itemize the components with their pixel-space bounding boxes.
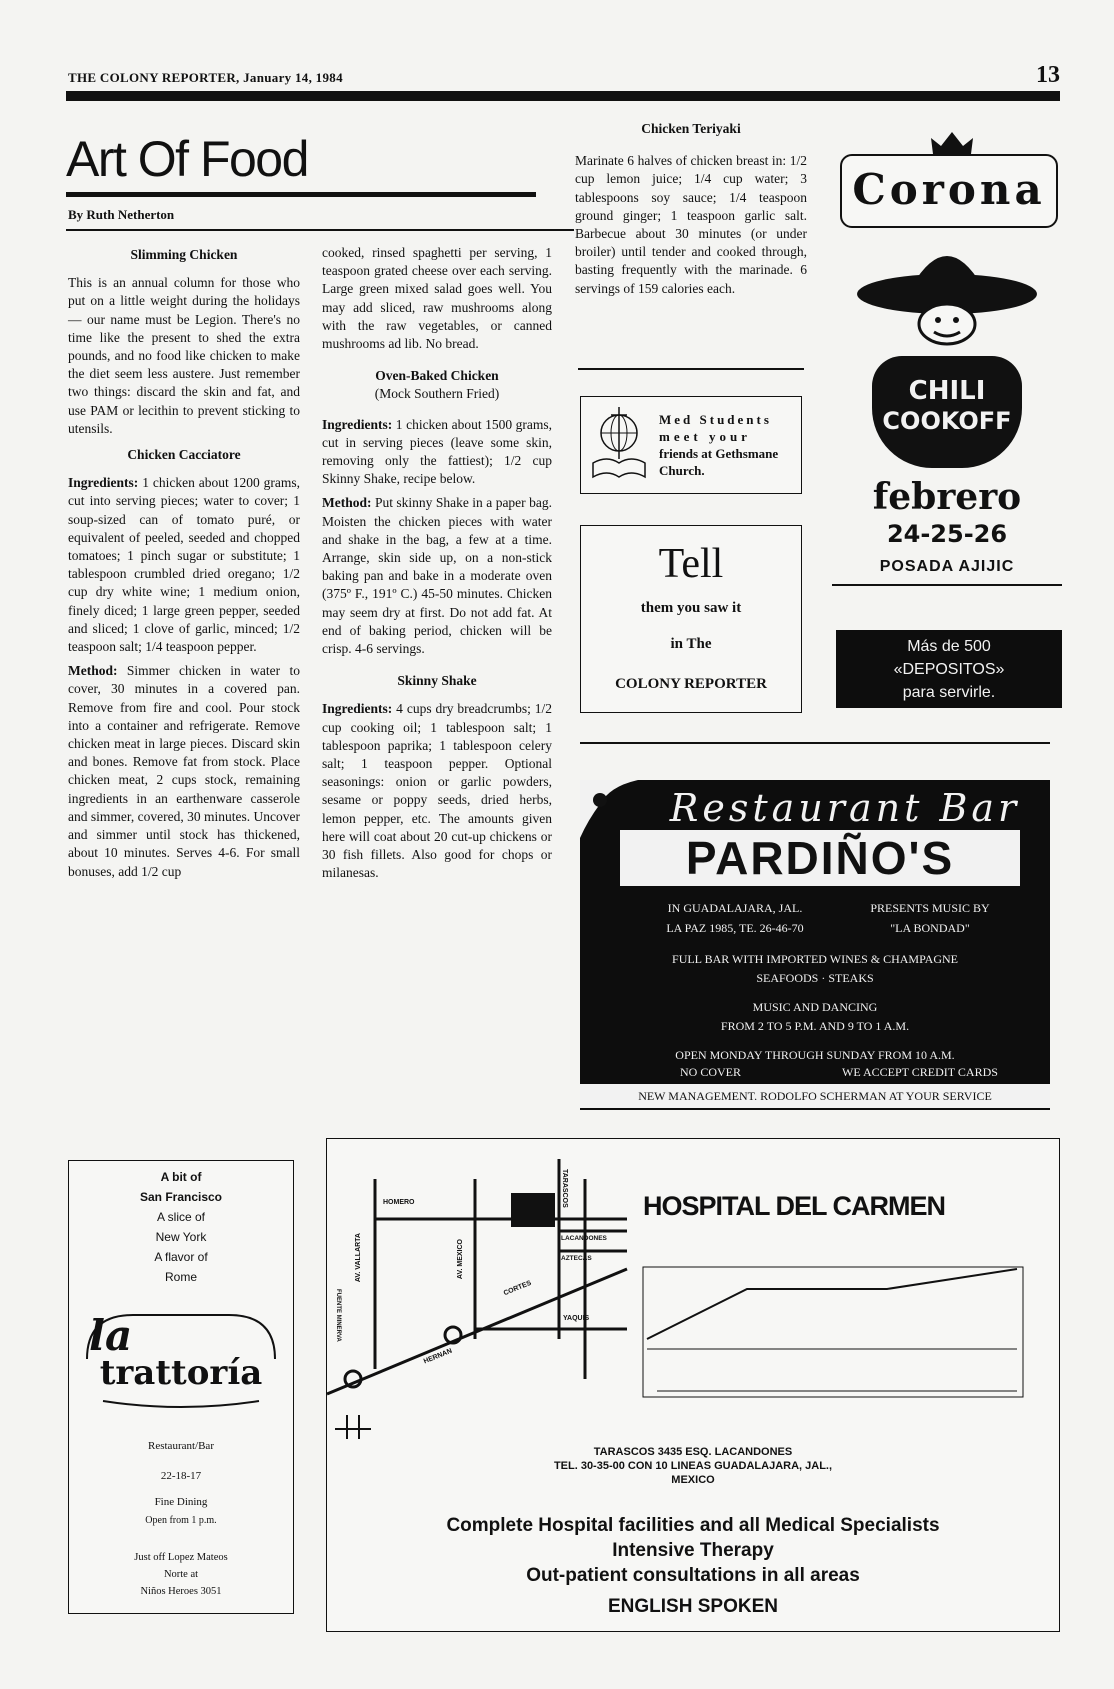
skinny-shake-ingredients xyxy=(322,700,552,882)
tell-ad xyxy=(580,525,802,713)
slogan-line-5: A flavor of xyxy=(154,1250,208,1264)
pardinos-ad xyxy=(580,780,1050,1110)
address-line-3: Niños Heroes 3051 xyxy=(140,1586,222,1597)
map-label-homero: HOMERO xyxy=(383,1199,415,1206)
masthead-rule xyxy=(66,91,1060,101)
map-label-tarascos: TARASCOS xyxy=(561,1169,568,1208)
bible-globe-icon xyxy=(587,403,651,483)
restaurant-bar-script: Restaurant Bar xyxy=(669,786,1021,830)
byline: By Ruth Netherton xyxy=(68,207,175,222)
pardinos-dancing xyxy=(580,998,1050,1036)
pardinos-management: NEW MANAGEMENT. RODOLFO SCHERMAN AT YOUR SERVICE xyxy=(580,1084,1050,1108)
tell-line-3: COLONY REPORTER xyxy=(615,676,767,692)
tell-line-1: them you saw it xyxy=(640,600,742,616)
hospital-services-line-1: Complete Hospital facilities and all Medical Specialists xyxy=(446,1515,940,1536)
slogan-line-3: A slice of xyxy=(156,1210,206,1224)
address-line-1: Just off Lopez Mateos xyxy=(134,1552,228,1563)
teriyaki-heading: Chicken Teriyaki xyxy=(641,121,741,136)
cacciatore-continued: cooked, rinsed spaghetti per serving, 1 teaspoon grated cheese over each serving. Large green mixed salad goes well. You may add sliced, raw mushrooms along with the raw vegetables, or canned mushrooms ad lib. No bread. xyxy=(322,245,552,352)
chili-word: CHILI xyxy=(908,376,986,406)
hospital-address xyxy=(327,1445,1059,1487)
dance-line-1: MUSIC AND DANCING xyxy=(752,1000,878,1014)
map-label-aztecas: AZTECAS xyxy=(561,1255,592,1262)
promo-line-3: para servirle. xyxy=(902,684,996,701)
hospital-address-line-2: TEL. 30-35-00 CON 10 LINEAS GUADALAJARA, JAL., xyxy=(553,1460,833,1472)
pardinos-no-cover: NO COVER xyxy=(680,1065,742,1079)
byline-rule xyxy=(66,229,574,231)
ingredients-label: Ingredients: xyxy=(322,701,393,717)
hospital-location-map xyxy=(327,1139,1059,1439)
teriyaki-rule xyxy=(578,368,804,370)
slogan-line-1: A bit of xyxy=(160,1170,202,1184)
hospital-services-line-2: Intensive Therapy xyxy=(612,1540,774,1561)
cacciatore-method xyxy=(68,662,300,880)
pardinos-name: PARDIÑO'S xyxy=(620,830,1020,886)
teriyaki-text: Marinate 6 halves of chicken breast in: 1/2 cup lemon juice; 1/4 cup water; 3 tablespoons soy sauce; 1/4 teaspoon ground ginger; 1 teaspoon garlic salt. Barbecue about 30 minutes (or under broiler) until tender and cooked through, basting frequently with the marinade. 6 servings of 159 calories each. xyxy=(575,153,807,296)
pardinos-credit-cards: WE ACCEPT CREDIT CARDS xyxy=(842,1065,998,1079)
pardinos-hours: OPEN MONDAY THROUGH SUNDAY FROM 10 A.M. xyxy=(675,1048,955,1062)
corona-label xyxy=(840,154,1058,228)
map-label-minerva: FUENTE MINERVA xyxy=(335,1289,341,1342)
column-title: Art Of Food xyxy=(66,131,308,187)
venue-rule xyxy=(832,584,1062,586)
dance-line-2: FROM 2 TO 5 P.M. AND 9 TO 1 A.M. xyxy=(720,1019,910,1033)
hospital-address-line-1: TARASCOS 3435 ESQ. LACANDONES xyxy=(593,1446,793,1458)
slogan-line-4: New York xyxy=(155,1230,207,1244)
masthead-title: THE COLONY REPORTER, January 14, 1984 xyxy=(68,70,343,85)
location-line-2: LA PAZ 1985, TE. 26-46-70 xyxy=(666,921,804,935)
hospital-services-line-3: Out-patient consultations in all areas xyxy=(526,1565,860,1586)
page-number: 13 xyxy=(1036,62,1060,88)
promo-line-2: «DEPOSITOS» xyxy=(893,661,1005,678)
trattoria-ad xyxy=(68,1160,294,1614)
cookoff-word: COOKOFF xyxy=(882,407,1012,435)
tell-big-word: Tell xyxy=(658,541,724,587)
music-line-2: "LA BONDAD" xyxy=(890,921,970,935)
slogan-line-6: Rome xyxy=(164,1270,197,1284)
oven-baked-heading: Oven-Baked Chicken xyxy=(375,368,499,384)
trattoria-brand-name: trattoría xyxy=(99,1353,263,1393)
slimming-text: This is an annual column for those who put on a little weight during the holidays — our name must be Legion. There's no time like the present to shed the extra pounds, and no food like chicken to make the diet seem less austere. Just remember two things: discard the skin and fat, and use PAM or lecithin to prevent sticking to utensils. xyxy=(68,275,300,436)
address-line-2: Norte at xyxy=(163,1569,199,1580)
event-dates: 24-25-26 xyxy=(886,520,1008,548)
hospital-ad xyxy=(326,1138,1060,1632)
med-students-ad xyxy=(580,396,802,494)
pardinos-location xyxy=(650,898,820,938)
cacciatore-heading: Chicken Cacciatore xyxy=(127,447,241,463)
trattoria-phone: 22-18-17 xyxy=(160,1470,202,1482)
hospital-name: HOSPITAL DEL CARMEN xyxy=(643,1191,946,1221)
method-label: Method: xyxy=(68,663,118,679)
corona-ad xyxy=(832,128,1062,718)
oven-baked-ingredients-text: 1 chicken about 1500 grams, cut in serving pieces (leave some skin, removing only the fattiest); 1/2 cup Skinny Shake, recipe below. xyxy=(322,416,552,487)
trattoria-dining: Fine Dining xyxy=(154,1496,208,1508)
event-month: febrero xyxy=(872,476,1022,518)
promo-line-1: Más de 500 xyxy=(907,638,991,655)
med-students-line2: meet your xyxy=(659,429,751,444)
slogan-line-2: San Francisco xyxy=(139,1190,223,1204)
map-label-hernan: HERNAN xyxy=(422,1347,454,1366)
trattoria-address xyxy=(69,1549,293,1600)
tell-line-2: in The xyxy=(670,636,712,652)
hospital-address-line-3: MEXICO xyxy=(671,1474,715,1486)
ingredients-label: Ingredients: xyxy=(322,416,393,432)
map-label-yaquis: YAQUIS xyxy=(563,1315,590,1322)
bar-line-1: FULL BAR WITH IMPORTED WINES & CHAMPAGNE xyxy=(672,952,958,966)
oven-baked-method xyxy=(322,494,552,658)
method-label: Method: xyxy=(322,495,372,511)
hospital-services xyxy=(327,1513,1059,1619)
skinny-shake-heading: Skinny Shake xyxy=(397,673,477,689)
oven-baked-ingredients xyxy=(322,416,552,489)
map-label-cortes: CORTES xyxy=(502,1279,533,1298)
corona-brand: Corona xyxy=(852,165,1046,214)
skinny-shake-text: 4 cups dry breadcrumbs; 1/2 cup cooking oil; 1 tablespoon salt; 1 tablespoon paprika; 1 tablespoon celery salt; 1 teaspoon pepper. Optional seasonings: onion or garlic powders, sesame or poppy seeds, dried herbs, lemon pepper, etc. The amounts given here will coat about 20 cut-up chickens or 30 fish fillets. Also good for chops or milanesas. xyxy=(322,701,552,881)
event-venue: POSADA AJIJIC xyxy=(879,558,1015,575)
med-students-line1: Med Students xyxy=(659,412,772,427)
map-label-vallarta: AV. VALLARTA xyxy=(355,1233,362,1283)
depositos-promo xyxy=(836,630,1062,708)
music-line-1: PRESENTS MUSIC BY xyxy=(870,901,990,915)
article-column-1 xyxy=(68,238,300,887)
chili-pot xyxy=(872,356,1022,468)
oven-baked-subheading: (Mock Southern Fried) xyxy=(374,386,500,402)
ingredients-label: Ingredients: xyxy=(68,475,139,491)
trattoria-details xyxy=(69,1431,293,1529)
oven-baked-method-text: Put skinny Shake in a paper bag. Moisten the chicken pieces with water and shake in the bag, a few at a time. Arrange, skin side up, on a non-stick baking pan and bake in a moderate oven (375º F., 191º C.) 45-50 minutes. Chicken may seem dry at first. Do not add fat. At end of baking period, chicken will be crisp. 4-6 servings. xyxy=(322,495,552,657)
article-column-2 xyxy=(322,244,552,889)
trattoria-slogan xyxy=(69,1167,293,1287)
med-students-line3: friends at Gethsmane Church. xyxy=(659,446,779,478)
title-rule xyxy=(66,192,536,197)
trattoria-frame-icon xyxy=(83,1309,279,1409)
cacciatore-method-text: Simmer chicken in water to cover, 30 minutes in a covered pan. Remove from fire and cool. Pour stock into a container and refrigerate. Remove chicken meat in large pieces. Discard skin and bones. Remove fat from stock. Place chicken meat, 2 cups stock, remaining ingredients in an earthenware casserole and simmer, covered, 30 minutes. Uncover and simmer until stock has thickened, about 10 minutes. Serves 4-6. For small bonuses, add 1/2 cup xyxy=(68,663,300,879)
map-label-lacandones: LACANDONES xyxy=(561,1235,607,1242)
pardinos-music xyxy=(830,898,1030,938)
bar-line-2: SEAFOODS · STEAKS xyxy=(756,971,874,985)
sombrero-mascot-icon xyxy=(852,236,1042,346)
trattoria-brand-la: la xyxy=(89,1311,133,1360)
hospital-services-line-4: ENGLISH SPOKEN xyxy=(608,1596,778,1617)
cacciatore-ingredients-text: 1 chicken about 1200 grams, cut into serving pieces; water to cover; 1 soup-sized can of tomato puré, or equivalent of peeled, seeded and chopped tomatoes; 1 pinch sugar or substitute; 1 tablespoon crumbled dried oregano; 1/2 cup dry white wine; 1 medium onion, finely diced; 1 large green pepper, seeded and sliced; 1 clove of garlic, minced; 1/2 teaspoon salt; 1/4 teaspoon pepper. xyxy=(68,475,301,655)
cacciatore-ingredients xyxy=(68,474,300,656)
section-rule xyxy=(580,742,1050,744)
slimming-heading: Slimming Chicken xyxy=(130,247,238,262)
map-label-mexico: AV. MEXICO xyxy=(457,1239,464,1280)
trattoria-type: Restaurant/Bar xyxy=(148,1440,214,1452)
pardinos-bar xyxy=(580,950,1050,988)
article-column-3 xyxy=(575,120,807,304)
location-line-1: IN GUADALAJARA, JAL. xyxy=(667,901,803,915)
trattoria-open: Open from 1 p.m. xyxy=(145,1515,217,1526)
